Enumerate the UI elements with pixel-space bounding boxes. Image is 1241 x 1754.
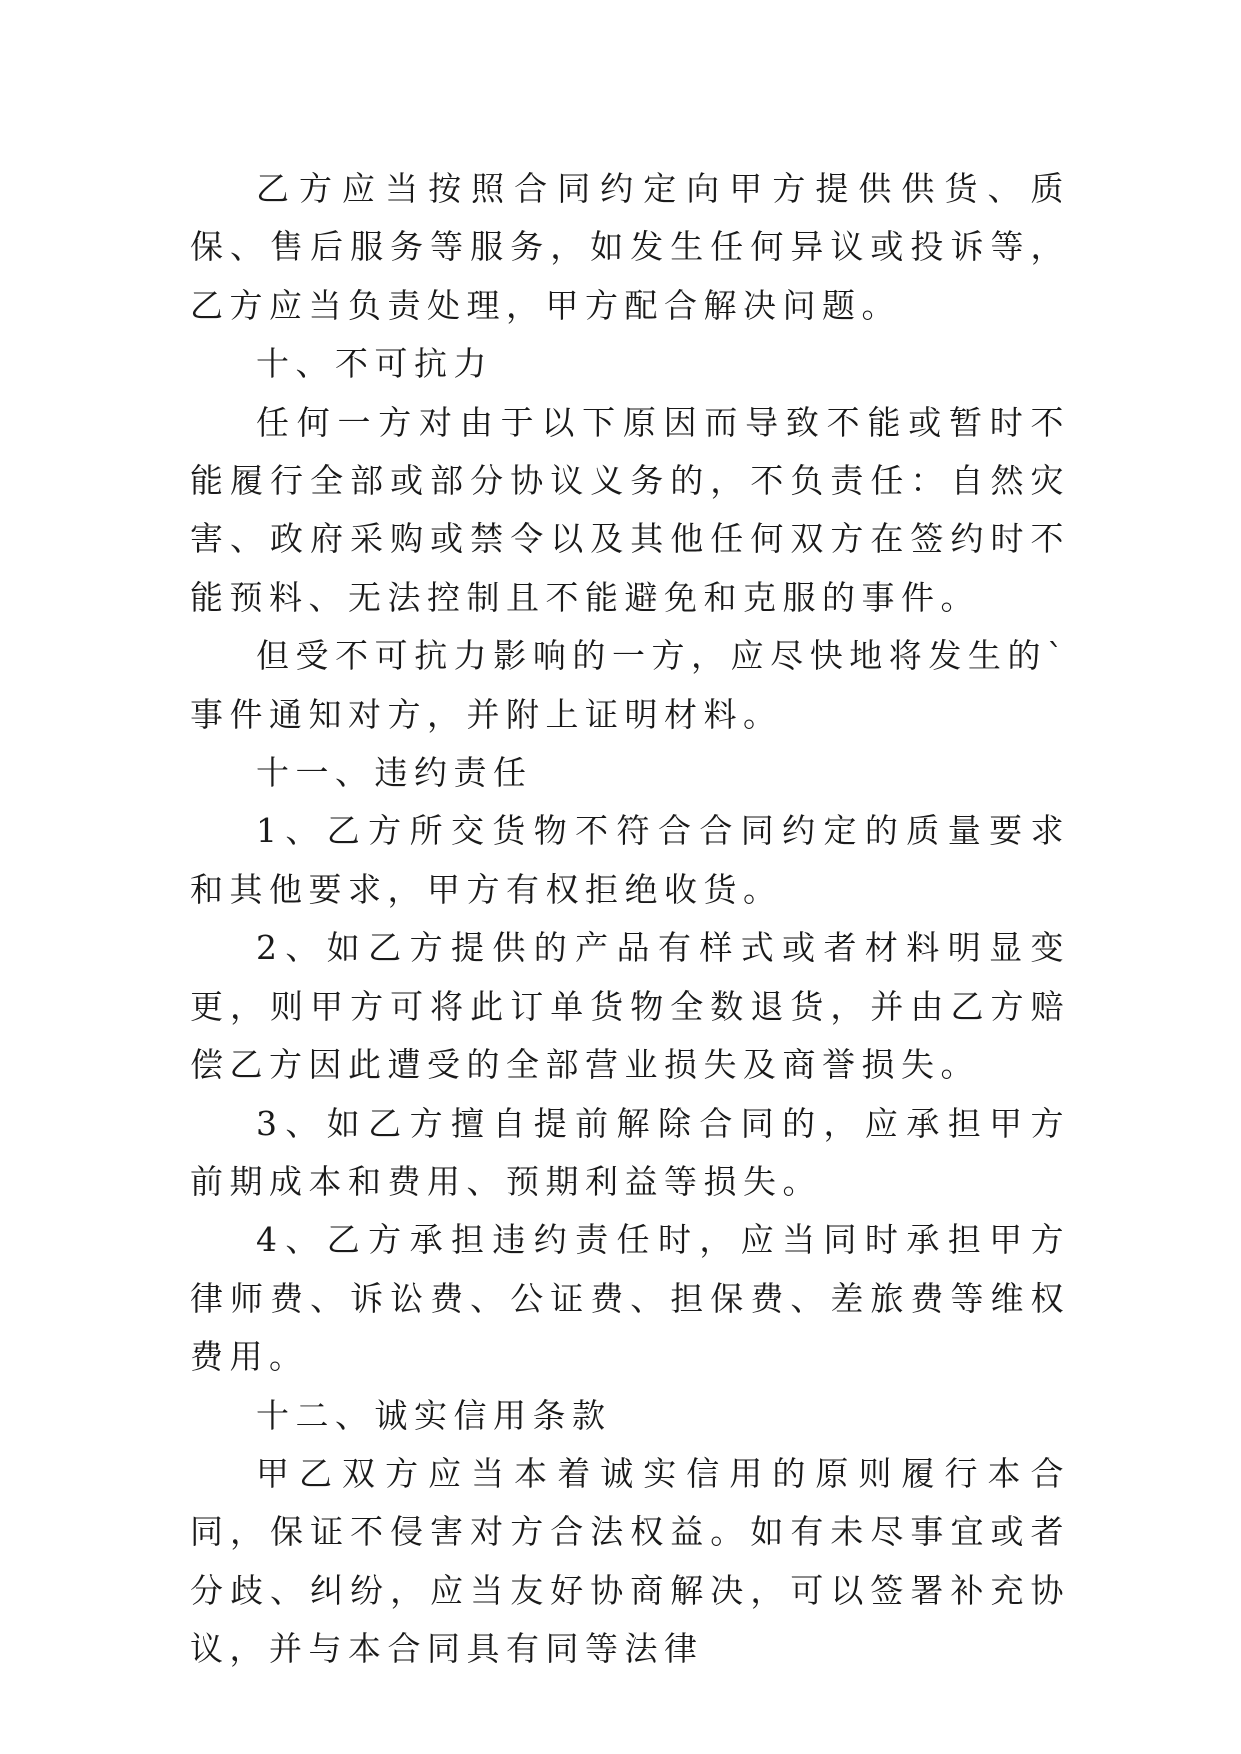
paragraph-breach-item-1: 1、乙方所交货物不符合合同约定的质量要求和其他要求，甲方有权拒绝收货。 [190, 811, 1070, 909]
paragraph-after-sales: 乙方应当按照合同约定向甲方提供供货、质保、售后服务等服务，如发生任何异议或投诉等，乙方应当负责处理，甲方配合解决问题。 [190, 169, 1070, 325]
document-body [190, 160, 1070, 1679]
section-heading-force-majeure: 十、不可抗力 [256, 344, 493, 384]
paragraph-breach-item-3: 3、如乙方擅自提前解除合同的，应承担甲方前期成本和费用、预期利益等损失。 [190, 1103, 1070, 1201]
section-heading-breach-liability: 十一、违约责任 [256, 753, 533, 793]
paragraph-good-faith: 甲乙双方应当本着诚实信用的原则履行本合同，保证不侵害对方合法权益。如有未尽事宜或者分歧、纠纷，应当友好协商解决，可以签署补充协议，并与本合同具有同等法律 [190, 1453, 1070, 1669]
section-heading-good-faith: 十二、诚实信用条款 [256, 1395, 612, 1435]
paragraph-force-majeure-scope: 任何一方对由于以下原因而导致不能或暂时不能履行全部或部分协议义务的，不负责任：自然灾害、政府采购或禁令以及其他任何双方在签约时不能预料、无法控制且不能避免和克服的事件。 [190, 402, 1070, 617]
paragraph-breach-item-4: 4、乙方承担违约责任时，应当同时承担甲方律师费、诉讼费、公证费、担保费、差旅费等维权费用。 [190, 1220, 1070, 1377]
paragraph-breach-item-2: 2、如乙方提供的产品有样式或者材料明显变更，则甲方可将此订单货物全数退货，并由乙方赔偿乙方因此遭受的全部营业损失及商誉损失。 [190, 928, 1070, 1085]
paragraph-force-majeure-notice: 但受不可抗力影响的一方，应尽快地将发生的`事件通知对方，并附上证明材料。 [190, 636, 1070, 734]
